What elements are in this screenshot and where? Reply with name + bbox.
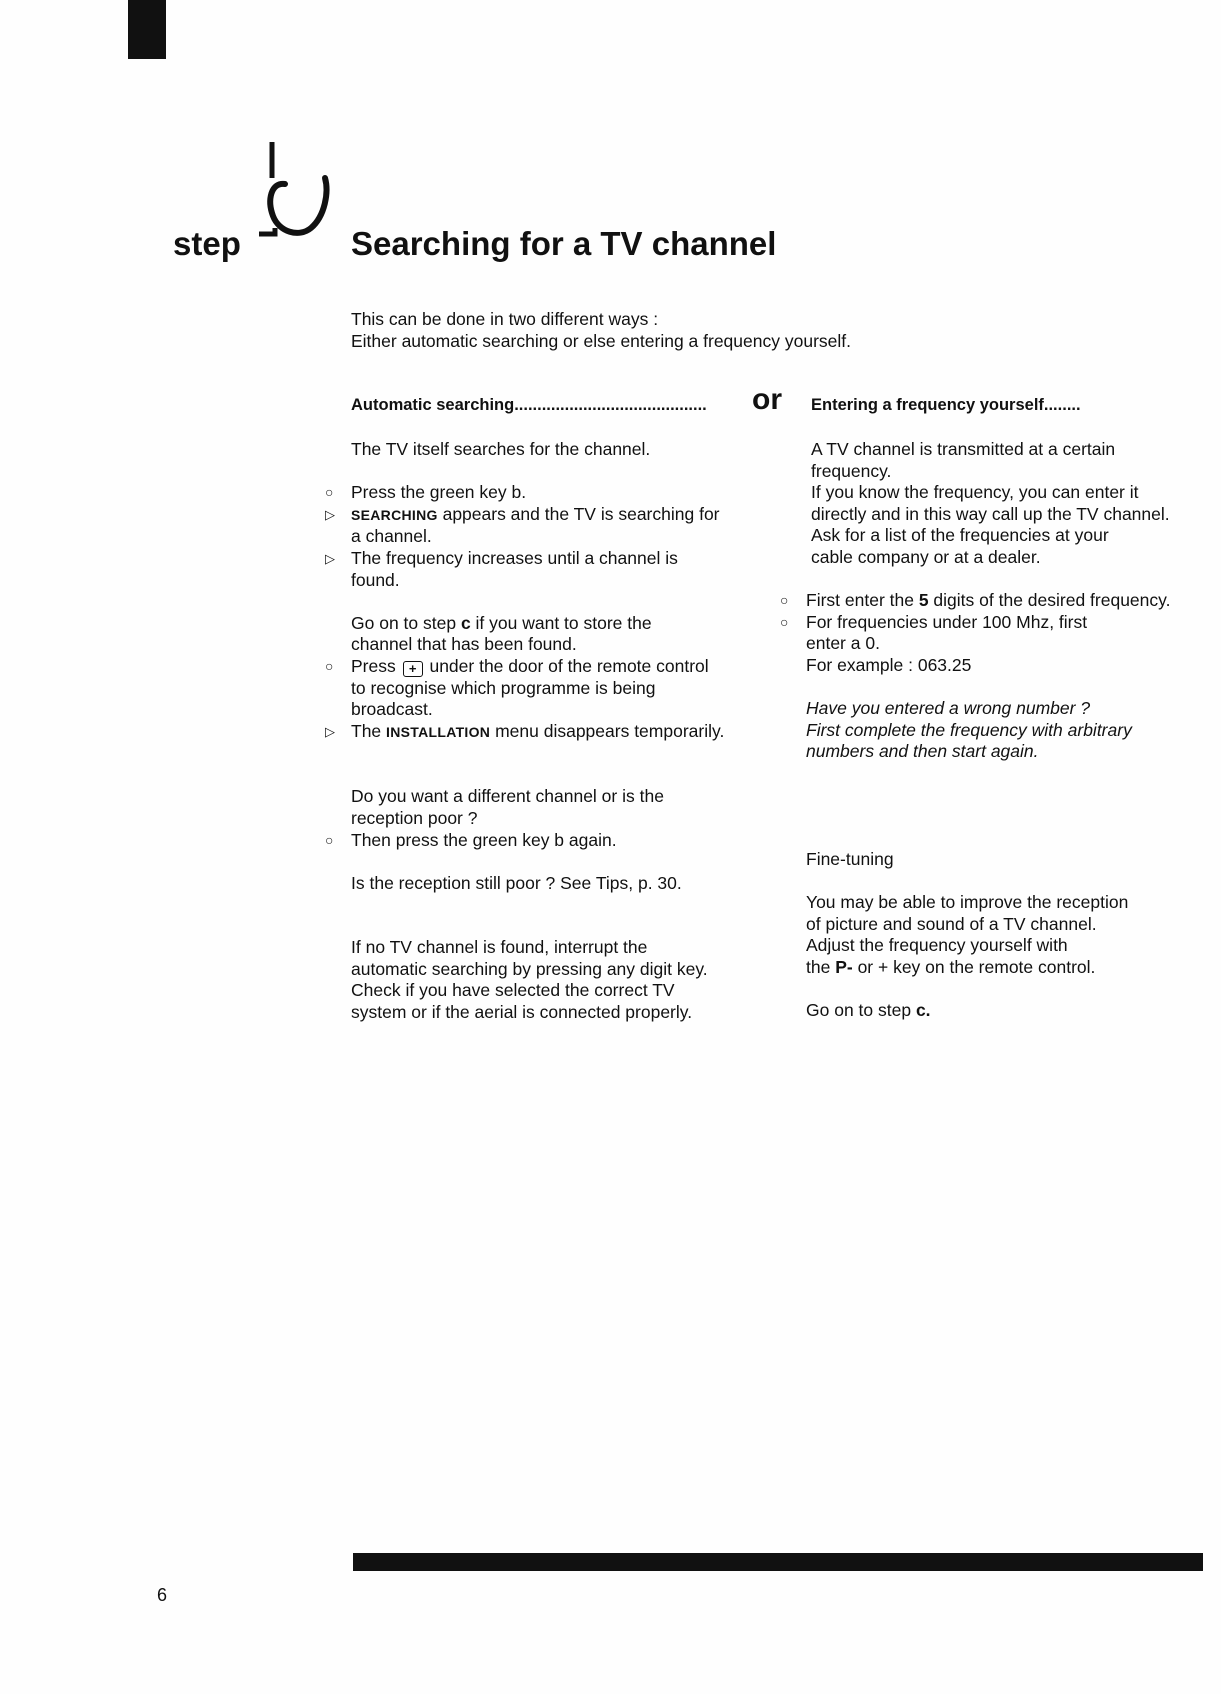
circle-bullet-icon: ○ [325,657,334,674]
or-divider: or [752,383,782,416]
left-paragraph-continuation: Check if you have selected the correct TV [351,980,675,1001]
right-intro [811,439,1211,569]
intro-text [351,309,851,352]
list-item-continuation: For example : 063.25 [806,654,972,675]
bottom-rule [353,1553,1203,1571]
tips-reference: Is the reception still poor ? See Tips, p. 30. [351,872,682,893]
fine-tuning-text: You may be able to improve the reception [806,891,1129,912]
step-label: step [173,225,241,262]
corner-tab-mark [128,0,166,59]
triangle-result-icon: ▷ [325,550,335,566]
list-item-continuation: enter a 0. [806,633,880,654]
left-column [325,439,771,1024]
right-paragraph: A TV channel is transmitted at a certain [811,439,1116,459]
fine-tuning-text: Adjust the frequency yourself with [806,935,1068,956]
automatic-searching-heading: Automatic searching.......................................... [351,396,707,414]
right-paragraph: cable company or at a dealer. [811,546,1041,567]
intro-line: Either automatic searching or else entering a frequency yourself. [351,330,851,351]
right-paragraph: If you know the frequency, you can enter it [811,482,1139,503]
left-paragraph-continuation: reception poor ? [351,807,478,828]
left-paragraph: If no TV channel is found, interrupt the [351,937,648,958]
left-paragraph: Go on to step c if you want to store the [351,612,652,633]
circle-bullet-icon: ○ [325,831,334,848]
list-item: ○ First enter the 5 digits of the desired frequency. [780,590,1171,610]
list-item: ▷ The frequency increases until a channel is [325,547,678,568]
list-item-continuation: found. [351,569,400,590]
wrong-number-note: numbers and then start again. [806,741,1039,762]
list-item: ▷ The INSTALLATION menu disappears temporarily. [325,720,725,741]
fine-tuning-text: the P- or + key on the remote control. [806,956,1096,977]
left-paragraph: Do you want a different channel or is the [351,786,664,807]
list-item: ▷ SEARCHING appears and the TV is searching for [325,503,720,524]
page-number: 6 [157,1585,168,1605]
circle-bullet-icon: ○ [325,484,334,501]
triangle-result-icon: ▷ [325,723,335,739]
right-column [780,590,1216,1022]
step-b-glyph [255,142,350,252]
list-item-continuation: a channel. [351,526,432,547]
list-item-continuation: to recognise which programme is being [351,677,656,698]
page-title: Searching for a TV channel [351,225,777,262]
list-item: ○ Press + under the door of the remote control [325,655,709,676]
fine-tuning-text: of picture and sound of a TV channel. [806,913,1097,934]
left-paragraph: The TV itself searches for the channel. [351,439,651,459]
circle-bullet-icon: ○ [780,613,789,630]
triangle-result-icon: ▷ [325,506,335,522]
teletext-key-icon: + [403,661,423,677]
wrong-number-note: First complete the frequency with arbitrary [806,719,1132,740]
list-item: ○ For frequencies under 100 Mhz, first [780,611,1088,632]
left-paragraph-continuation: channel that has been found. [351,634,577,655]
wrong-number-note: Have you entered a wrong number ? [806,697,1091,718]
right-paragraph: directly and in this way call up the TV channel. [811,503,1170,524]
go-to-step-c: Go on to step c. [806,999,931,1020]
circle-bullet-icon: ○ [780,592,789,608]
right-paragraph: frequency. [811,460,892,481]
left-paragraph-continuation: automatic searching by pressing any digit key. [351,958,708,979]
list-item: ○ Press the green key b. [325,482,527,503]
list-item-continuation: broadcast. [351,699,433,720]
intro-line: This can be done in two different ways : [351,309,659,329]
list-item: ○ Then press the green key b again. [325,829,617,850]
fine-tuning-heading: Fine-tuning [806,848,894,869]
right-paragraph: Ask for a list of the frequencies at your [811,525,1109,546]
entering-frequency-heading: Entering a frequency yourself........ [811,396,1081,414]
left-paragraph-continuation: system or if the aerial is connected properly. [351,1002,693,1023]
